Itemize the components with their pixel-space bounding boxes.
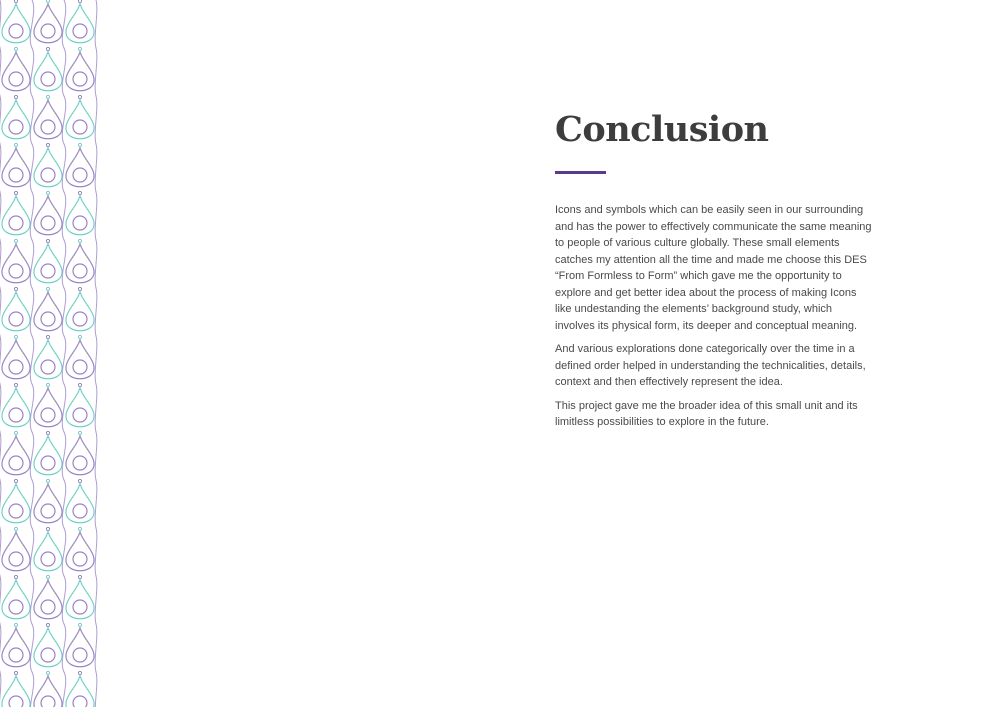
decorative-pattern-strip: [0, 0, 102, 707]
conclusion-section: [555, 108, 875, 438]
paragraph-explorations: And various explorations done categorically over the time in a defined order helped in understanding the technicalities, details, context and then effectively represent the idea.: [555, 343, 866, 388]
ornament-pattern-icon: [0, 0, 102, 707]
page-title: Conclusion: [555, 109, 769, 150]
title-underline: [555, 171, 606, 174]
paragraph-intro: Icons and symbols which can be easily seen in our surrounding and has the power to effectively communicate the same meaning to people of various culture globally. These small elements catches my attention all the time and made me choose this DES “From Formless to Form” which gave me the opportunity to explore and get better idea about the process of making Icons like undestanding the elements’ background study, which involves its physical form, its deeper and conceptual meaning.: [555, 204, 872, 332]
paragraph-closing: This project gave me the broader idea of this small unit and its limitless possibilities to explore in the future.: [555, 399, 858, 428]
